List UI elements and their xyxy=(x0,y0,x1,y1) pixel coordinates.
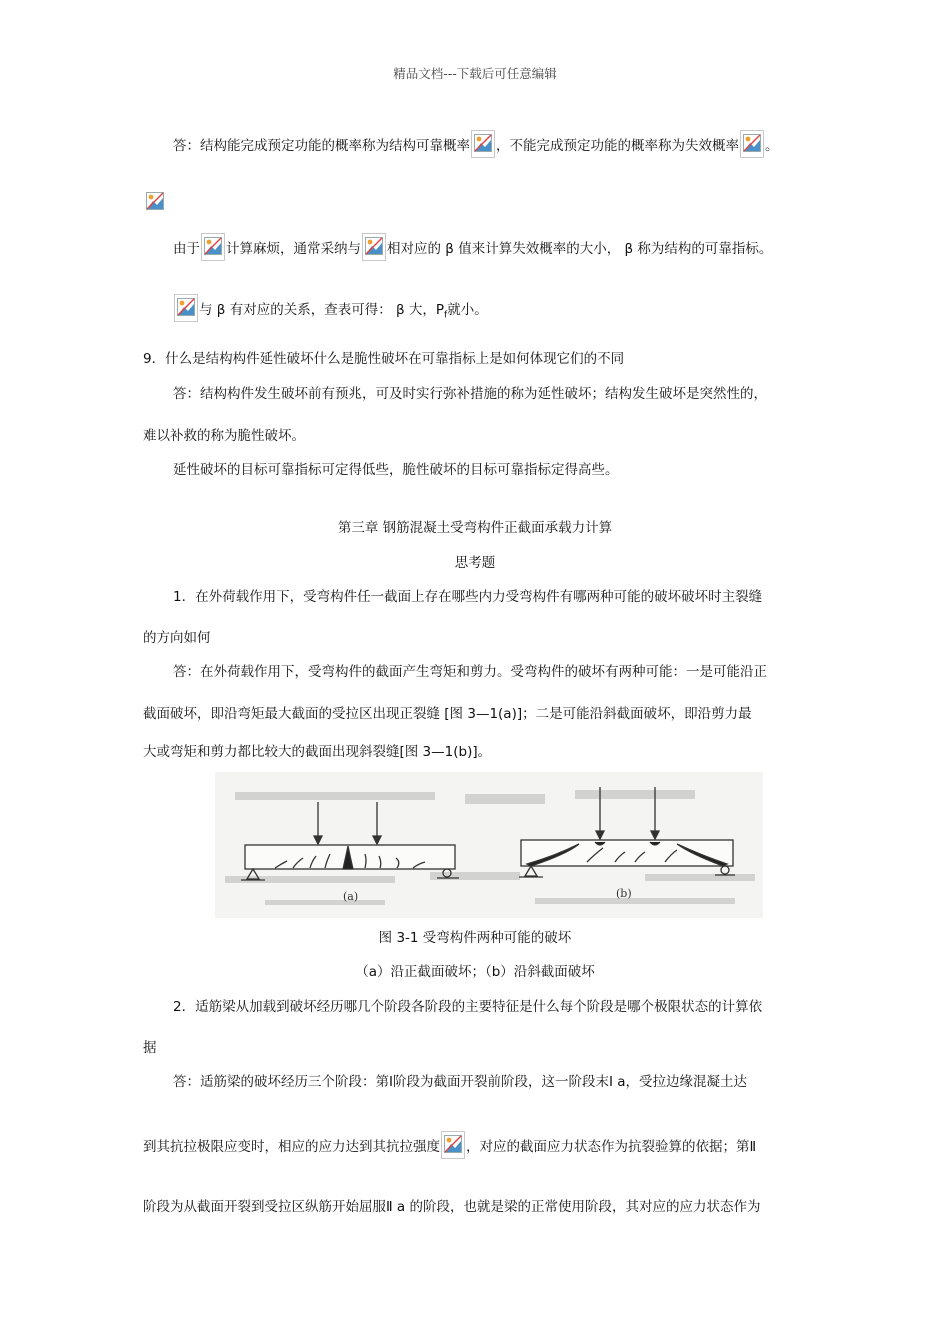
page-header: 精品文档---下载后可任意编辑 xyxy=(393,66,557,81)
formula-image-icon xyxy=(441,1131,465,1159)
text: 就小。 xyxy=(447,302,488,318)
answer-1-line1: 答：在外荷载作用下，受弯构件的截面产生弯矩和剪力。受弯构件的破坏有两种可能：一是可能沿正 xyxy=(173,664,767,680)
figure-subcaption: （a）沿正截面破坏；（b）沿斜截面破坏 xyxy=(355,964,595,980)
figure-caption: 图 3-1 受弯构件两种可能的破坏 xyxy=(378,930,572,946)
formula-image-icon xyxy=(144,189,166,215)
text: 到其抗拉极限应变时，相应的应力达到其抗拉强度 xyxy=(143,1139,440,1155)
figure-label-b: (b) xyxy=(616,887,632,900)
question-1-line1: 1．在外荷载作用下，受弯构件任一截面上存在哪些内力受弯构件有哪两种可能的破坏破坏时主裂缝 xyxy=(173,589,763,605)
question-9: 9．什么是结构构件延性破坏什么是脆性破坏在可靠指标上是如何体现它们的不同 xyxy=(143,351,625,367)
answer-2-line3: 阶段为从截面开裂到受拉区纵筋开始屈服Ⅱ a 的阶段，也就是梁的正常使用阶段，其对应的应力状态作为 xyxy=(143,1199,761,1215)
question-1-line2: 的方向如何 xyxy=(143,630,211,646)
text: 由于 xyxy=(173,241,200,257)
formula-image-icon xyxy=(740,130,764,158)
paragraph-reliability xyxy=(173,130,779,158)
formula-image-icon xyxy=(362,233,386,261)
text: 答：结构能完成预定功能的概率称为结构可靠概率 xyxy=(173,138,470,154)
answer-9-line2: 难以补救的称为脆性破坏。 xyxy=(143,428,305,444)
formula-image-icon xyxy=(471,130,495,158)
formula-image-icon xyxy=(174,294,198,322)
text: 计算麻烦，通常采纳与 xyxy=(226,241,361,257)
subscript: f xyxy=(444,310,448,321)
answer-9-line1: 答：结构构件发生破坏前有预兆，可及时实行弥补措施的称为延性破坏；结构发生破坏是突然性的， xyxy=(173,386,767,402)
answer-9-line3: 延性破坏的目标可靠指标可定得低些，脆性破坏的目标可靠指标定得高些。 xyxy=(173,462,619,478)
answer-2-line2 xyxy=(143,1131,756,1159)
question-2-line2: 据 xyxy=(143,1040,157,1056)
text: 。 xyxy=(765,138,779,154)
figure-label-a: (a) xyxy=(343,890,359,903)
question-2-line1: 2．适筋梁从加载到破坏经历哪几个阶段各阶段的主要特征是什么每个阶段是哪个极限状态的计算依 xyxy=(173,999,763,1015)
answer-2-line1: 答：适筋梁的破坏经历三个阶段：第Ⅰ阶段为截面开裂前阶段，这一阶段末Ⅰ a，受拉边缘混凝土达 xyxy=(173,1074,748,1090)
text: ，不能完成预定功能的概率称为失效概率 xyxy=(496,138,739,154)
text: 与 β 有对应的关系，查表可得： β 大，P xyxy=(199,302,445,318)
chapter-title: 第三章 钢筋混凝土受弯构件正截面承载力计算 xyxy=(337,520,613,536)
section-title: 思考题 xyxy=(454,555,496,571)
answer-1-line2: 截面破坏，即沿弯矩最大截面的受拉区出现正裂缝 [图 3—1(a)]；二是可能沿斜截面破坏，即沿剪力最 xyxy=(143,706,752,722)
formula-image-icon xyxy=(201,233,225,261)
text: ，对应的截面应力状态作为抗裂验算的依据；第Ⅱ xyxy=(466,1139,757,1155)
beam-failure-figure xyxy=(215,772,763,918)
text: 相对应的 β 值来计算失效概率的大小， β 称为结构的可靠指标。 xyxy=(387,241,773,257)
answer-1-line3: 大或弯矩和剪力都比较大的截面出现斜裂缝[图 3—1(b)]。 xyxy=(143,744,492,760)
paragraph-pf xyxy=(173,294,488,326)
paragraph-beta xyxy=(173,233,772,261)
